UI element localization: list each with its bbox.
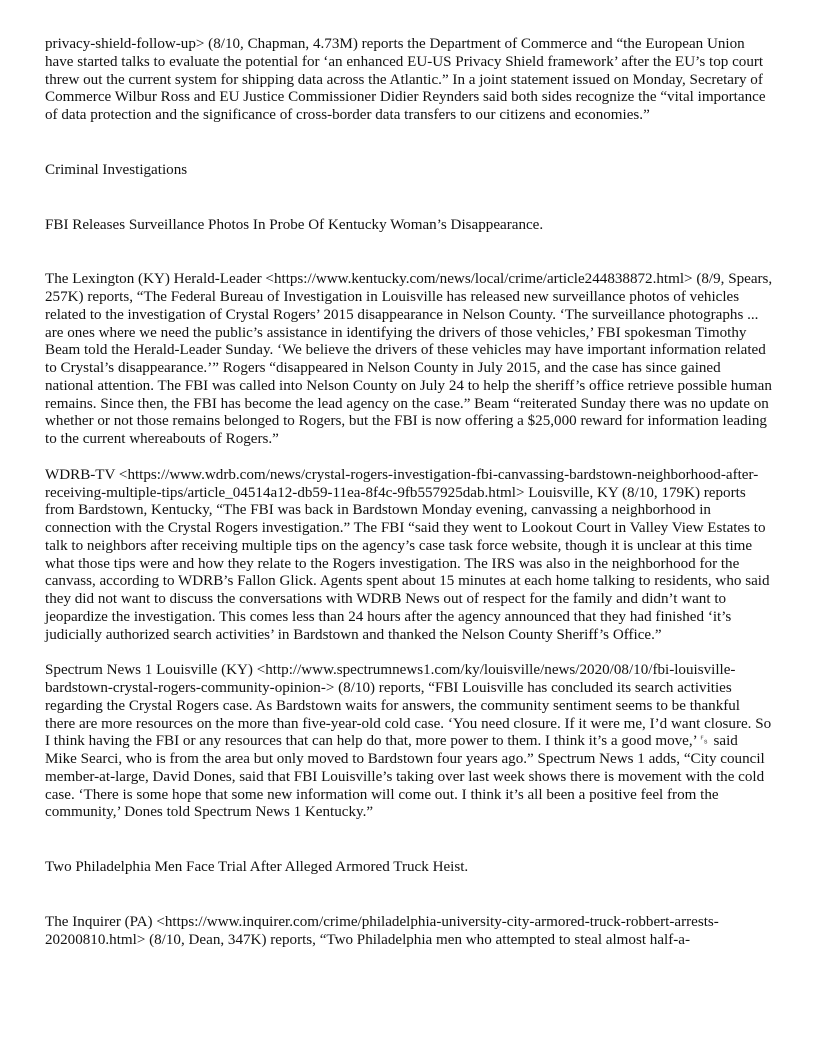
story-paragraph: The Inquirer (PA) <https://www.inquirer.com/crime/philadelphia-university-city-armored-truck-robbert-arrests-20200810.html> (8/10, Dean, 347K) reports, “Two Philadelphia men who attempted to steal almost half-a- [45,913,719,948]
story-paragraph: WDRB-TV <https://www.wdrb.com/news/crystal-rogers-investigation-fbi-canvassing-bardstown-neighborhood-after-receiving-multiple-tips/article_04514a12-db59-11ea-8f4c-9fb557925dab.html> Louisville, KY (8/10, 179K) reports from Bardstown, Kentucky, “The FBI was back in Bardstown Monday evening, canvassing a neighborhood in connection with the Crystal Rogers investigation.” The FBI “said they went to Lookout Court in Valley View Estates to talk to neighbors after receiving multiple tips on the agency’s case task force website, though it is unclear at this time what those tips were and how they relate to the Rogers investigation. The IRS was also in the neighborhood for the canvass, according to WDRB’s Fallon Glick. Agents spent about 15 minutes at each home talking to residents, who said they did not want to discuss the conversations with WDRB News out of respect for the family and didn’t want to jeopardize the investigation. This comes less than 24 hours after the agency announced that they had finished ‘it’s judicially authorized search activities’ in Bardstown and thanked the Nelson County Sheriff’s Office.” [45,466,770,643]
story-headline: Two Philadelphia Men Face Trial After Alleged Armored Truck Heist. [45,859,469,875]
story-paragraph: Spectrum News 1 Louisville (KY) <http://www.spectrumnews1.com/ky/louisville/news/2020/08/10/fbi-louisville-bardstown-crystal-rogers-community-opinion-> (8/10) reports, “FBI Louisville has concluded its search activities regarding the Crystal Rogers case. As Bardstown waits for answers, the community sentiment seems to be thankful there are more resources on the more than five-year-old cold case. ‘You need closure. If it were me, I’d want closure. So I think having the FBI or any resources that can help do that, more power to them. I think it’s a good move,’␜ said Mike Searci, who is from the area but only moved to Bardstown four years ago.” Spectrum News 1 adds, “City council member-at-large, David Dones, said that FBI Louisville’s taking over last week shows there is movement with the cold case. ‘There is some hope that some new information will come out. I think it’s all been a positive feel from the community,’ Dones told Spectrum News 1 Kentucky.” [45,662,772,821]
document-page [45,36,773,949]
story-paragraph: The Lexington (KY) Herald-Leader <https://www.kentucky.com/news/local/crime/article244838872.html> (8/9, Spears, 257K) reports, “The Federal Bureau of Investigation in Louisville has released new surveillance photos of vehicles related to the investigation of Crystal Rogers’ 2015 disappearance in Nelson County. ‘The surveillance photographs ... are ones where we need the public’s assistance in identifying the drivers of those vehicles,’ FBI spokesman Timothy Beam told the Herald-Leader Sunday. ‘We believe the drivers of these vehicles may have important information related to Crystal’s disappearance.’” Rogers “disappeared in Nelson County in July 2015, and the case has since gained national attention. The FBI was called into Nelson County on July 24 to help the sheriff’s office retrieve possible human remains. Since then, the FBI has become the lead agency on the case.” Beam “reiterated Sunday there was no update on whether or not those remains belonged to Rogers, but the FBI is now offering a $25,000 reward for information leading to the current whereabouts of Rogers.” [45,271,773,447]
story-headline: FBI Releases Surveillance Photos In Probe Of Kentucky Woman’s Disappearance. [45,216,544,233]
intro-paragraph: privacy-shield-follow-up> (8/10, Chapman, 4.73M) reports the Department of Commerce and “the European Union have started talks to evaluate the potential for ‘an enhanced EU-US Privacy Shield framework’ after the EU’s top court threw out the current system for shipping data across the Atlantic.” In a joint statement issued on Monday, Secretary of Commerce Wilbur Ross and EU Justice Commissioner Didier Reynders said both sides recognize the “vital importance of data protection and the significance of cross-border data transfers to our citizens and economies.” [45,36,766,123]
section-heading: Criminal Investigations [45,161,188,178]
